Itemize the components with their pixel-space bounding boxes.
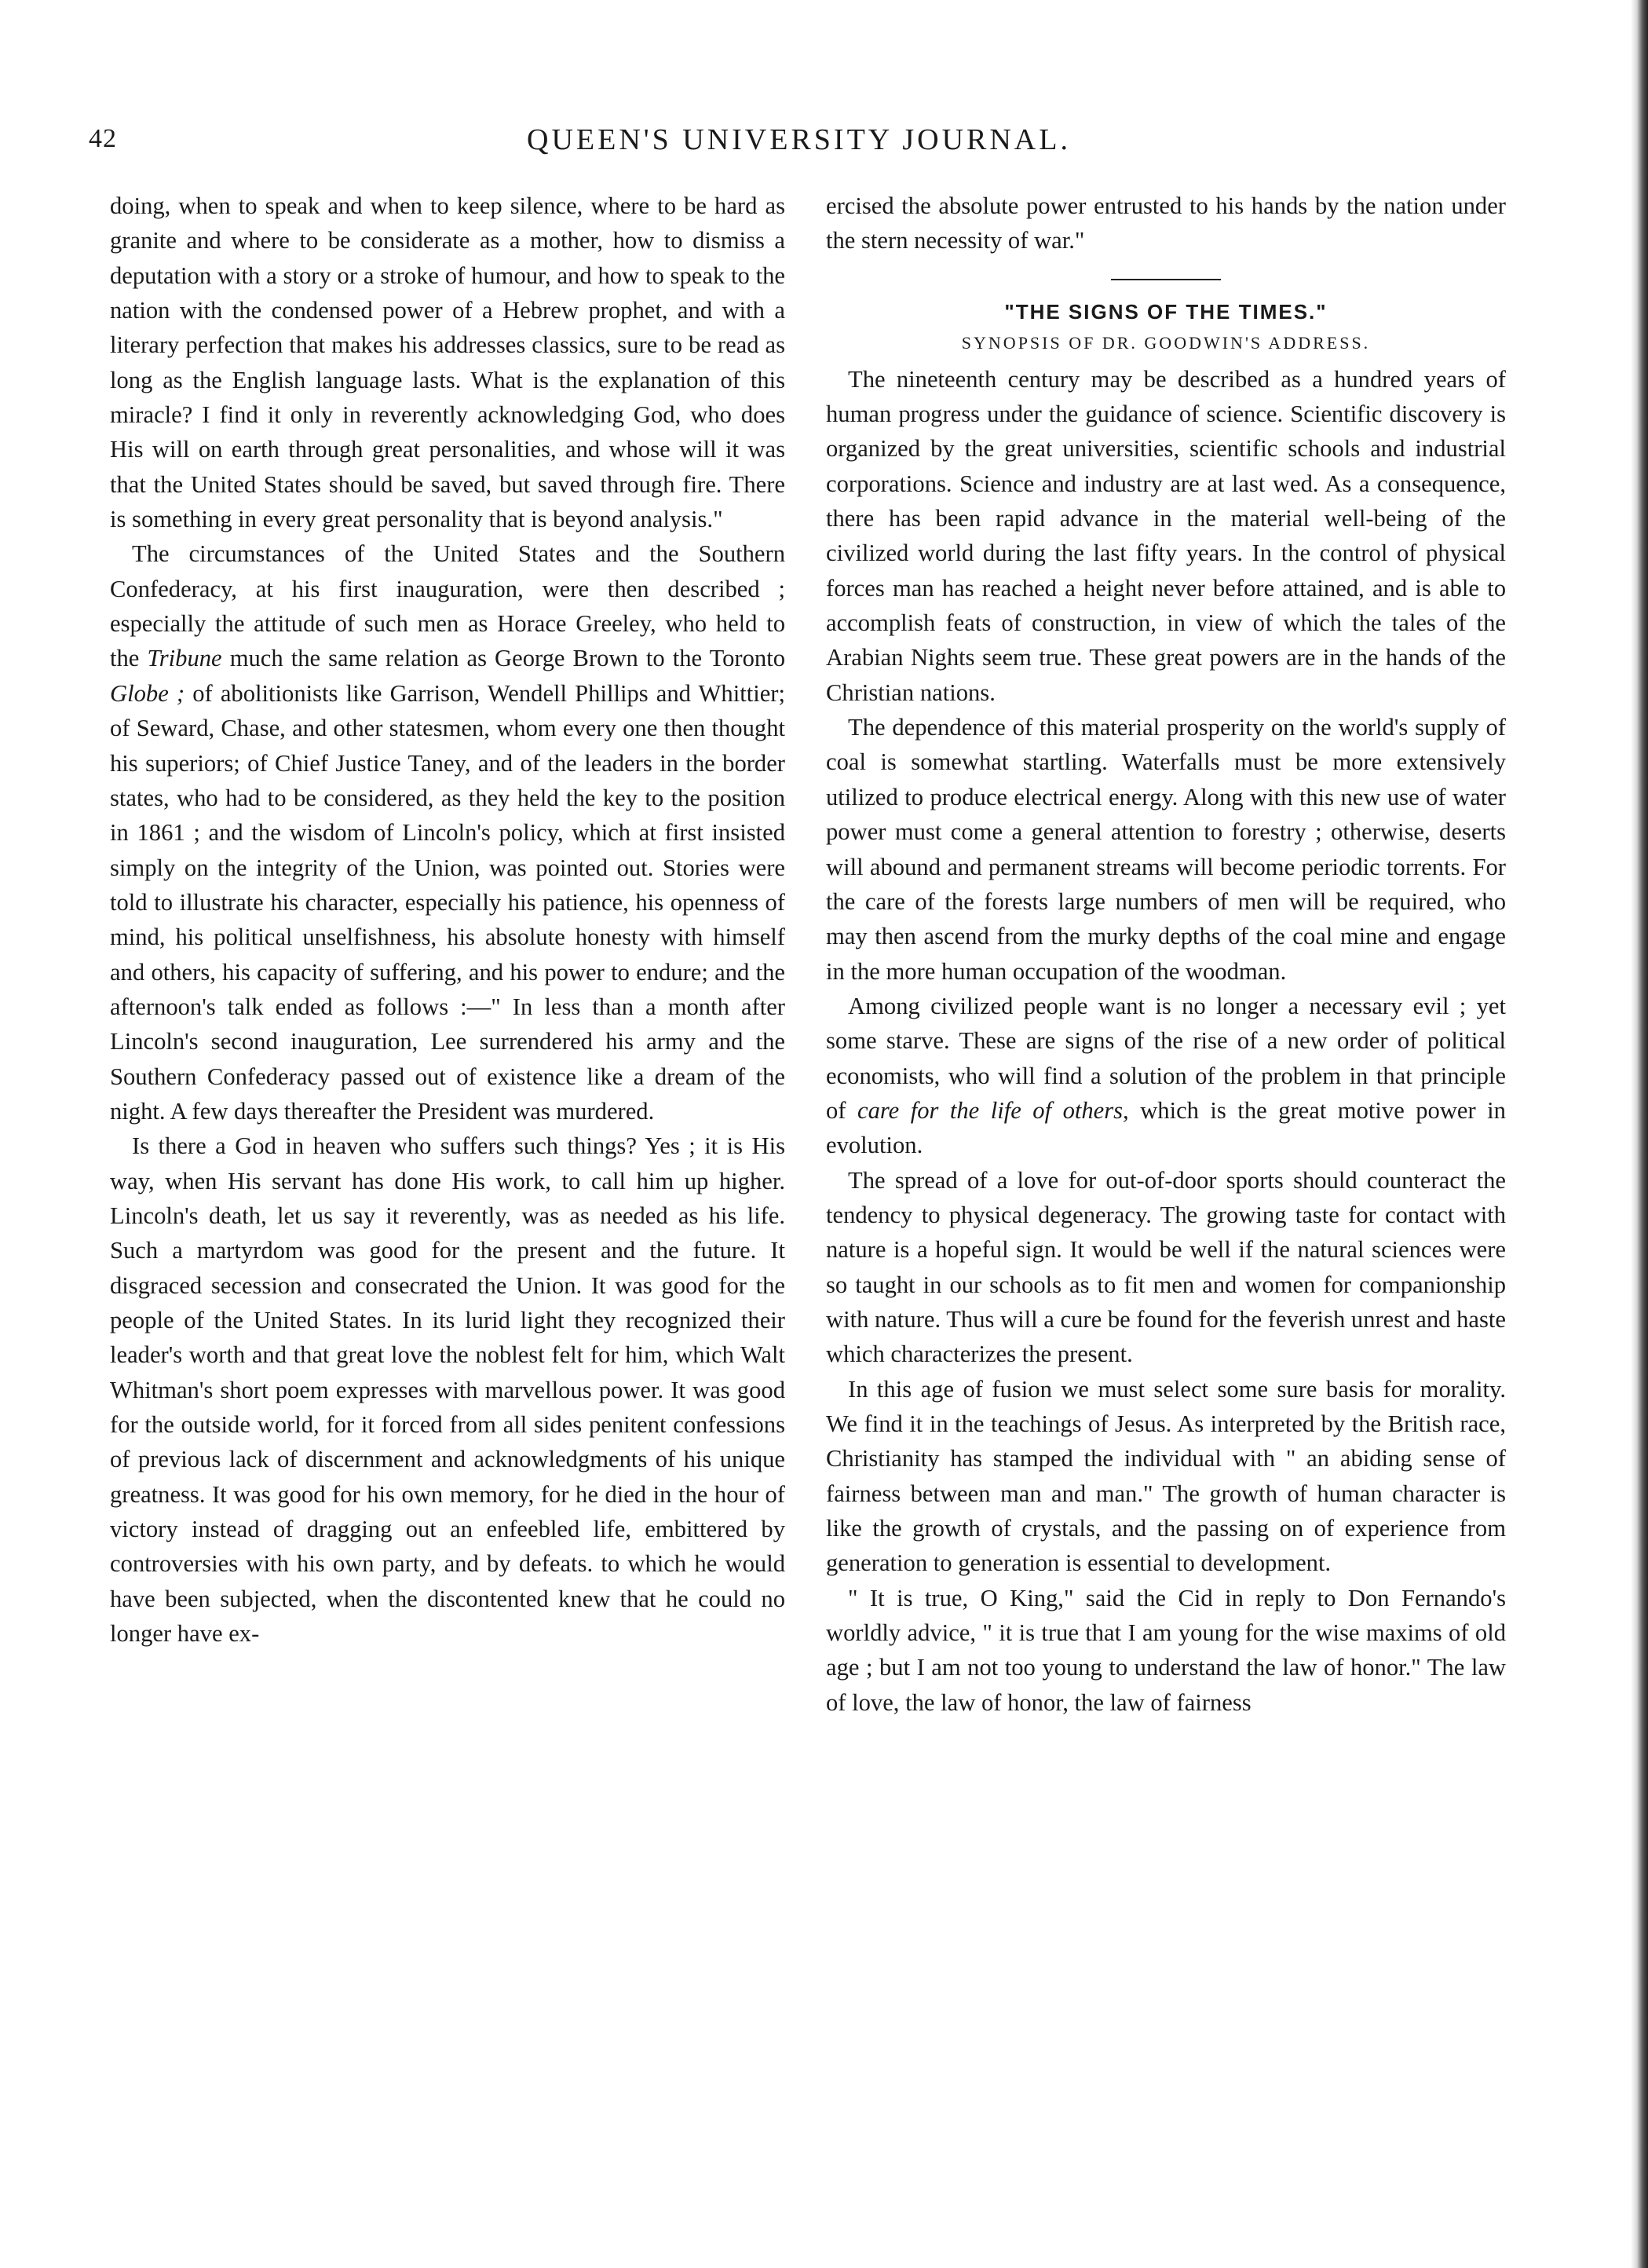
paragraph: Is there a God in heaven who suffers such things? Yes ; it is His way, when His servant has done His work, to call him up higher. Lincoln's death, let us say it reverently, was as needed as his life. Such a martyrdom was good for the present and the future. It disgraced secession and consecrated the Union. It was good for the people of the United States. In its lurid light they recognized their leader's worth and that great love the noblest felt for him, which Walt Whitman's short poem expresses with marvellous power. It was good for the outside world, for it forced from all sides penitent confessions of previous lack of discernment and acknowledgments of his unique greatness. It was good for his own memory, for he died in the hour of victory instead of dragging out an enfeebled life, embittered by controversies with his own party, and by defeats. to which he would have been subjected, when the discontented knew that he could no longer have ex- xyxy=(110,1132,785,1648)
section-divider xyxy=(1111,279,1221,280)
section-title: "THE SIGNS OF THE TIMES." xyxy=(1004,299,1328,324)
paragraph xyxy=(110,536,785,1129)
text-run: The circumstances of the United States and the Southern Confederacy, at his first inauguration, were then described ; especially the attitude of such men as Horace Greeley, who held to the xyxy=(110,540,785,672)
paragraph: The nineteenth century may be described as a hundred years of human progress under the guidance of science. Scientific discovery is organized by the great universities, scientific schools and industrial corporations. Science and industry are at last wed. As a consequence, there has been rapid advance in the material well-being of the civilized world during the last fifty years. In the control of physical forces man has reached a height never before attained, and is able to accomplish feats of construction, in view of which the tales of the Arabian Nights seem true. These great powers are in the hands of the Christian nations. xyxy=(826,365,1506,706)
paragraph: In this age of fusion we must select some sure basis for morality. We find it in the teachings of Jesus. As interpreted by the British race, Christianity has stamped the individual with " an abiding sense of fairness between man and man." The growth of human character is like the growth of crystals, and the passing on of experience from generation to generation is essential to development. xyxy=(826,1375,1506,1577)
left-column xyxy=(110,188,785,2199)
italic-text: Tribune xyxy=(147,645,222,672)
text-run: of abolitionists like Garrison, Wendell Phillips and Whittier; of Seward, Chase, and other statesmen, whom every one then thought his superiors; of Chief Justice Taney, and of the leaders in the border states, who had to be considered, as they held the key to the position in 1861 ; and the wisdom of Lincoln's policy, which at first insisted simply on the integrity of the Union, was pointed out. Stories were told to illustrate his character, especially his patience, his openness of mind, his political unselfishness, his absolute honesty with himself and others, his capacity of suffering, and his power to endure; and the afternoon's talk ended as follows :—" In less than a month after Lincoln's second inauguration, Lee surrendered his army and the Southern Confederacy passed out of existence like a dream of the night. A few days thereafter the President was murdered. xyxy=(110,679,785,1125)
text-run: which is the great motive power in evolution. xyxy=(826,1096,1506,1159)
paragraph: doing, when to speak and when to keep silence, where to be hard as granite and where to be considerate as a mother, how to dismiss a deputation with a story or a stroke of humour, and how to speak to the nation with the condensed power of a Hebrew prophet, and with a literary perfection that makes his addresses classics, sure to be read as long as the English language lasts. What is the explanation of this miracle? I find it only in reverently acknowledging God, who does His will on earth through great personalities, and whose will it was that the United States should be saved, but saved through fire. There is something in every great personality that is beyond analysis." xyxy=(110,192,785,533)
paragraph: " It is true, O King," said the Cid in reply to Don Fernando's worldly advice, " it is true that I am young for the wise maxims of old age ; but I am not too young to understand the law of honor." The law of love, the law of honor, the law of fairness xyxy=(826,1584,1506,1716)
section-subtitle: SYNOPSIS OF DR. GOODWIN'S ADDRESS. xyxy=(961,332,1371,353)
text-run: much the same relation as George Brown to the Toronto xyxy=(229,645,785,672)
page-number: 42 xyxy=(89,124,117,153)
text-run: Among civilized people want is no longer a necessary evil ; yet some starve. These are signs of the rise of a new order of political economists, who will find a solution of the problem in that principle of xyxy=(826,992,1506,1124)
running-title: QUEEN'S UNIVERSITY JOURNAL. xyxy=(527,123,1071,156)
paragraph xyxy=(826,989,1506,1163)
italic-text: Globe ; xyxy=(110,679,185,707)
page-header xyxy=(82,118,1515,165)
paragraph: ercised the absolute power entrusted to his hands by the nation under the stern necessity of war." xyxy=(826,192,1506,254)
italic-text: care for the life of others, xyxy=(857,1096,1129,1124)
paragraph: The dependence of this material prosperity on the world's supply of coal is somewhat startling. Waterfalls must be more extensively utilized to produce electrical energy. Along with this new use of water power must come a general attention to forestry ; otherwise, deserts will abound and permanent streams will become periodic torrents. For the care of the forests large numbers of men will be required, who may then ascend from the murky depths of the coal mine and engage in the more human occupation of the woodman. xyxy=(826,714,1506,985)
right-column xyxy=(826,188,1506,2199)
scanned-page-edge xyxy=(1631,0,1648,2268)
paragraph: The spread of a love for out-of-door sports should counteract the tendency to physical degeneracy. The growing taste for contact with nature is a hopeful sign. It would be well if the natural sciences were so taught in our schools as to fit men and women for companionship with nature. Thus will a cure be found for the feverish unrest and haste which characterizes the present. xyxy=(826,1166,1506,1368)
